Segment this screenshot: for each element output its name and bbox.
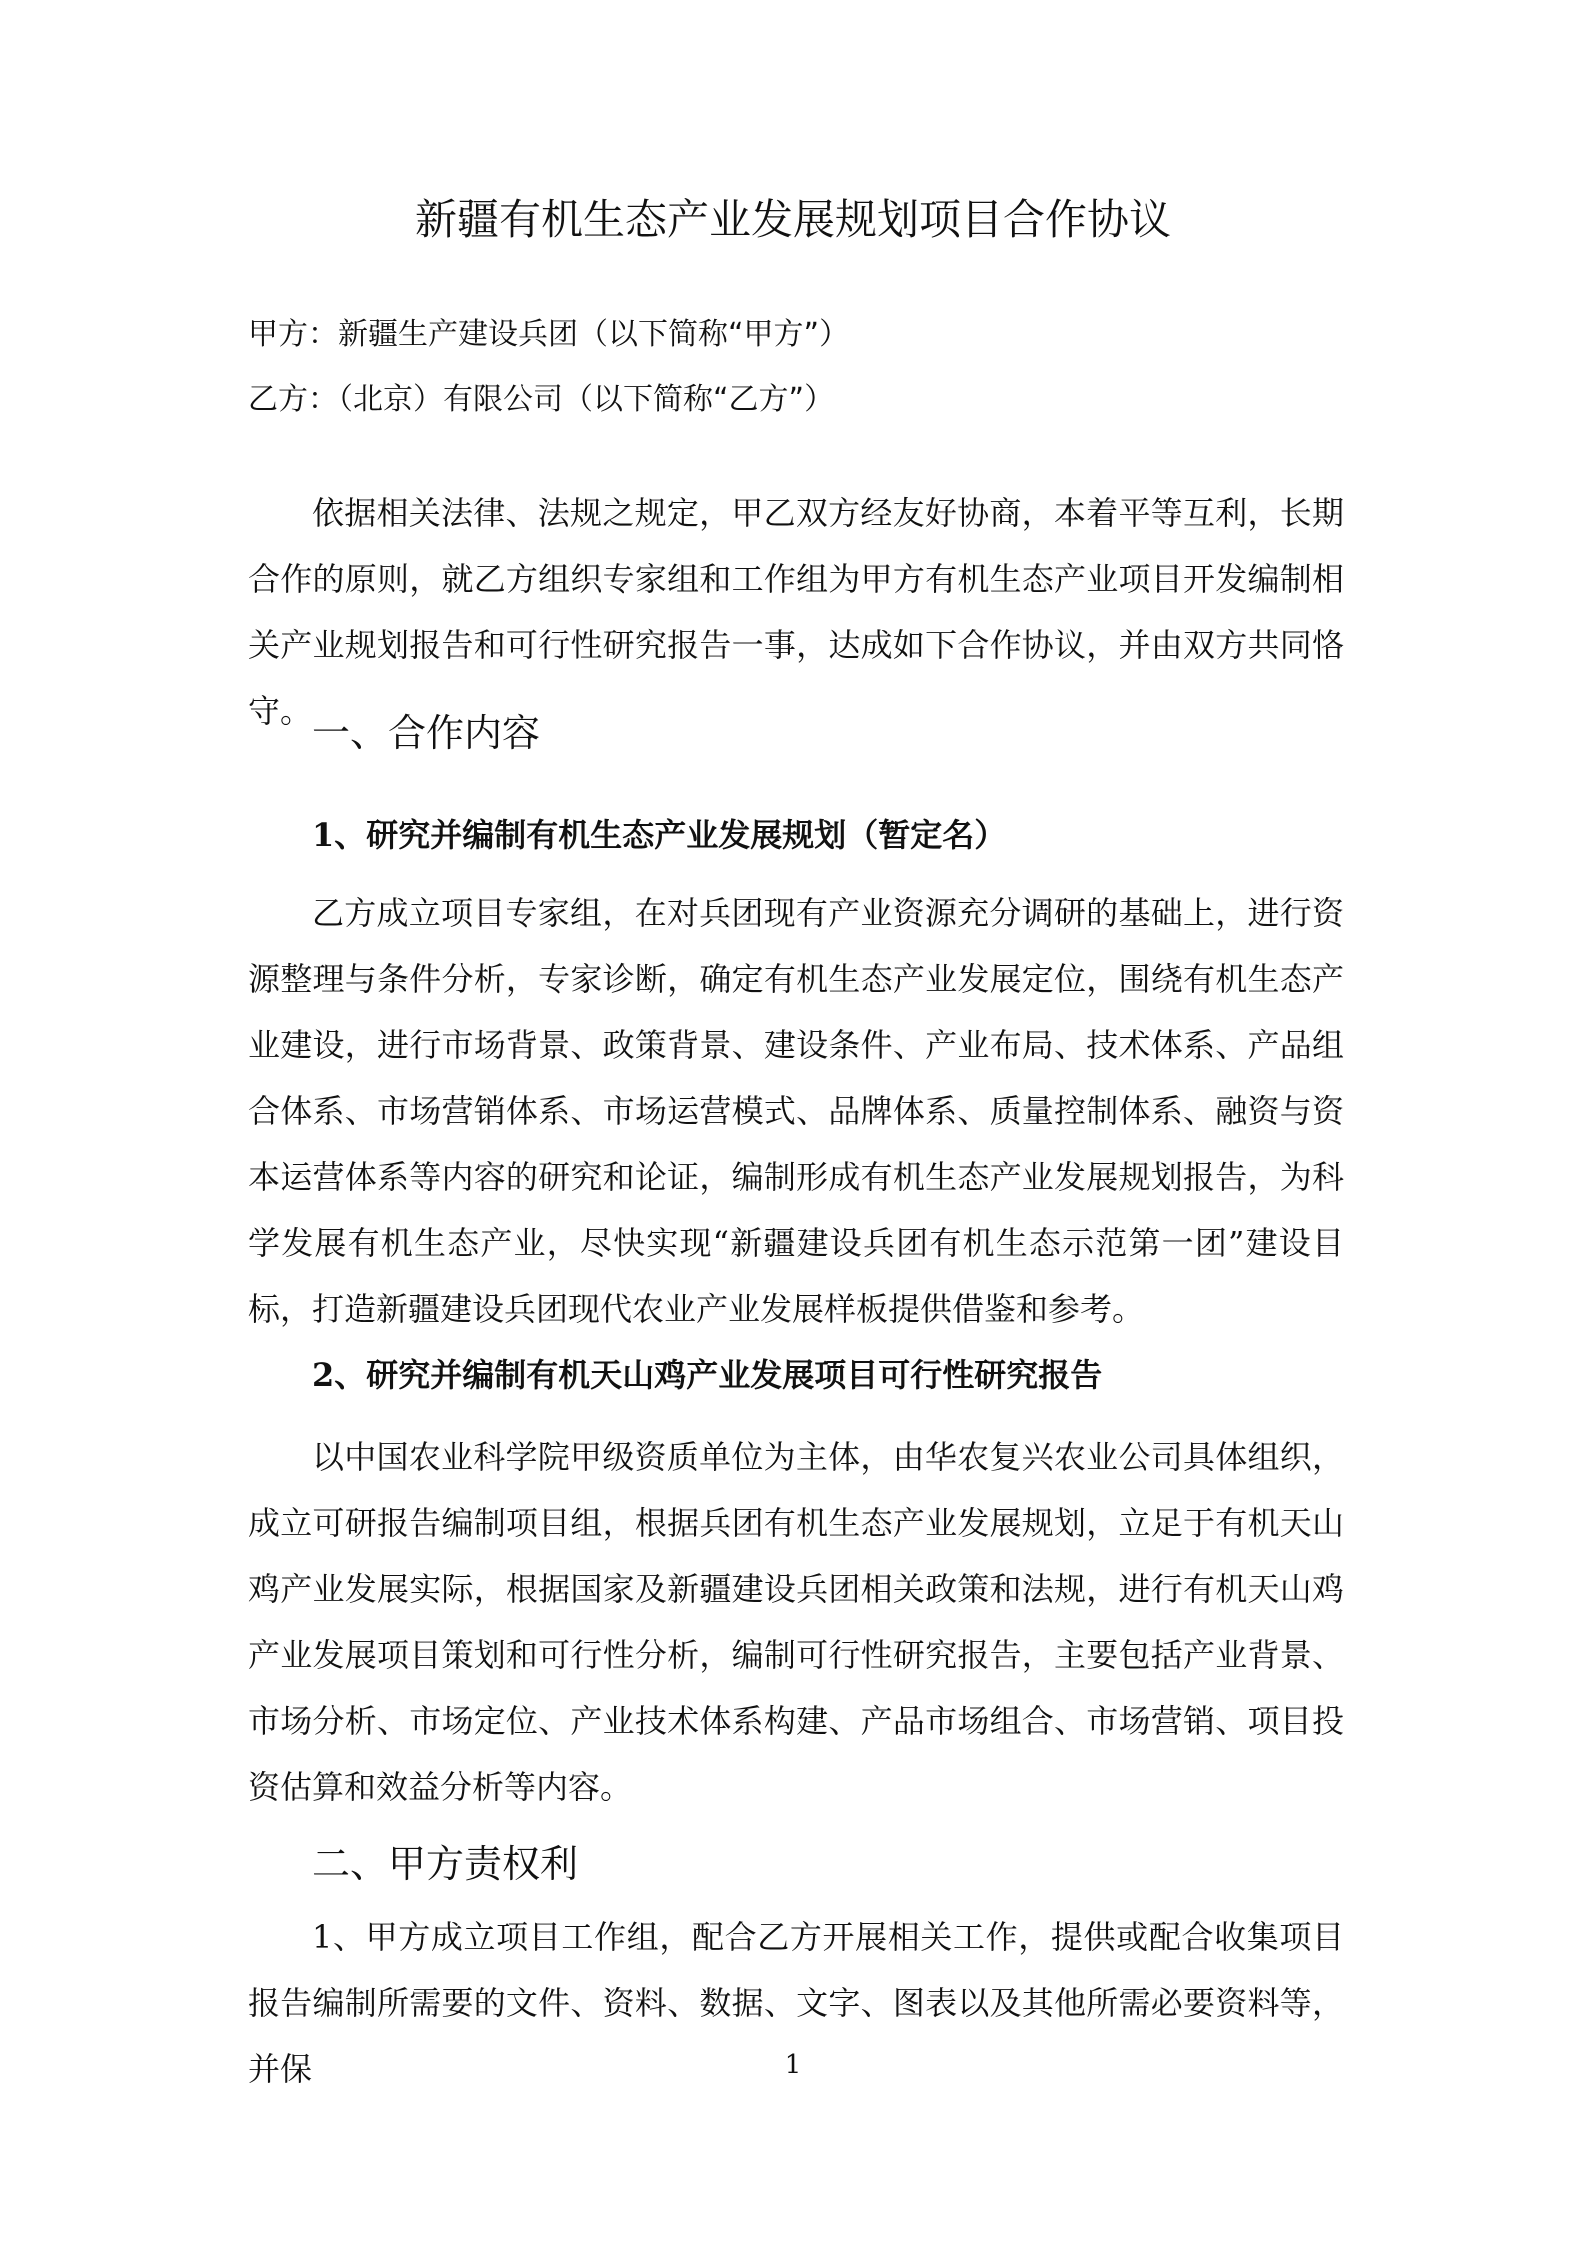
party-a-line: 甲方：新疆生产建设兵团（以下简称“甲方”）: [248, 317, 850, 352]
item-paragraph-1: 乙方成立项目专家组，在对兵团现有产业资源充分调研的基础上，进行资源整理与条件分析，专家诊断，确定有机生态产业发展定位，围绕有机生态产业建设，进行市场背景、政策背景、建设条件、产业布局、技术体系、产品组合体系、市场营销体系、市场运营模式、品牌体系、质量控制体系、融资与资本运营体系等内容的研究和论证，编制形成有机生态产业发展规划报告，为科学发展有机生态产业，尽快实现“新疆建设兵团有机生态示范第一团”建设目标，打造新疆建设兵团现代农业产业发展样板提供借鉴和参考。: [248, 894, 1344, 1328]
section2-paragraph-1: 1、甲方成立项目工作组，配合乙方开展相关工作，提供或配合收集项目报告编制所需要的文件、资料、数据、文字、图表以及其他所需必要资料等，并保: [248, 1918, 1344, 2088]
document-title: 新疆有机生态产业发展规划项目合作协议: [414, 195, 1171, 244]
intro-paragraph: 依据相关法律、法规之规定，甲乙双方经友好协商，本着平等互利，长期合作的原则，就乙方组织专家组和工作组为甲方有机生态产业项目开发编制相关产业规划报告和可行性研究报告一事，达成如下合作协议，并由双方共同恪守。: [248, 494, 1344, 730]
section-heading-party-a-rights: 二、甲方责权利: [312, 1842, 579, 1886]
party-b-line: 乙方：（北京）有限公司（以下简称“乙方”）: [248, 382, 835, 417]
section-heading-cooperation: 一、合作内容: [312, 711, 541, 755]
item-paragraph-2: 以中国农业科学院甲级资质单位为主体，由华农复兴农业公司具体组织，成立可研报告编制项目组，根据兵团有机生态产业发展规划，立足于有机天山鸡产业发展实际，根据国家及新疆建设兵团相关政策和法规，进行有机天山鸡产业发展项目策划和可行性分析，编制可行性研究报告，主要包括产业背景、市场分析、市场定位、产业技术体系构建、产品市场组合、市场营销、项目投资估算和效益分析等内容。: [248, 1438, 1344, 1806]
page-number: 1: [784, 2050, 802, 2080]
item-heading-2: 2、研究并编制有机天山鸡产业发展项目可行性研究报告: [312, 1356, 1103, 1394]
item-heading-1: 1、研究并编制有机生态产业发展规划（暂定名）: [312, 816, 1007, 854]
